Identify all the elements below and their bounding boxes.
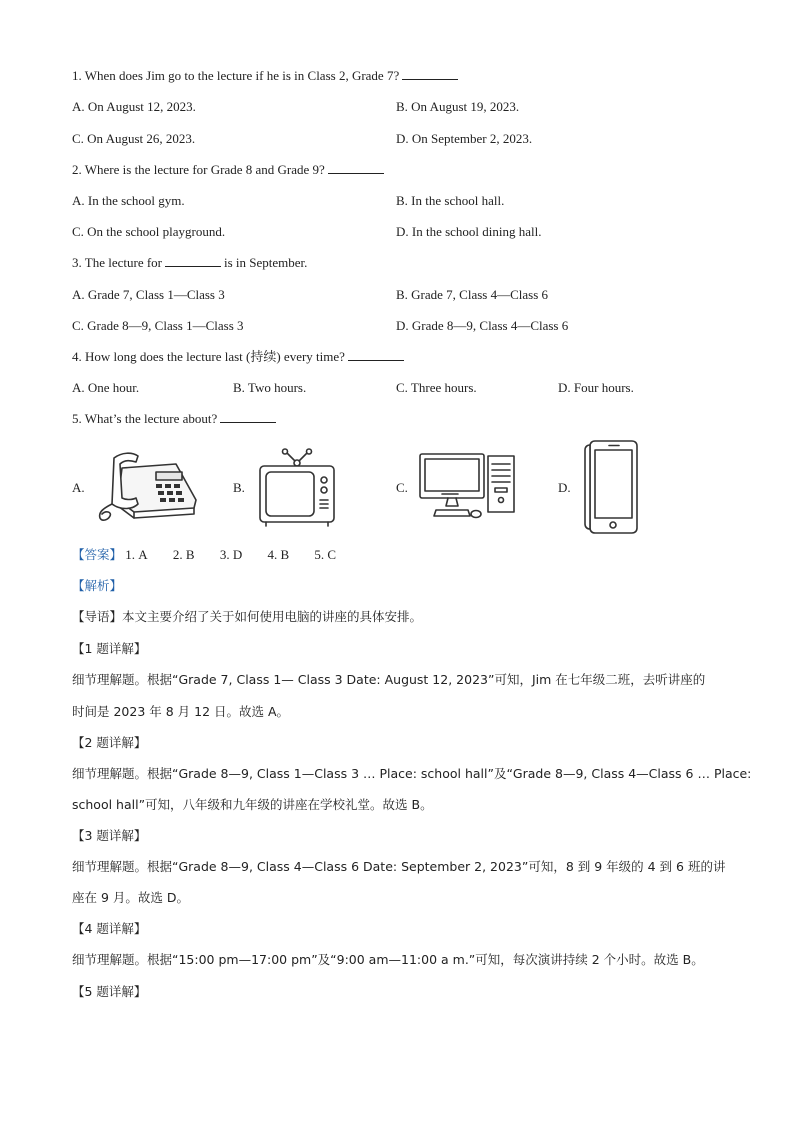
answer-item: 2. B: [172, 547, 195, 562]
analysis-label: 【解析】: [72, 578, 123, 593]
question-3-stem: 3. The lecture for is in September.: [72, 255, 308, 270]
q1-option-d: D. On September 2, 2023.: [396, 131, 533, 146]
answer-blank: [348, 348, 404, 361]
detail-1-line-1: 细节理解题。根据“Grade 7, Class 1— Class 3 Date: August 12, 2023”可知，Jim 在七年级二班，去听讲座的: [72, 672, 706, 687]
answer-label: 【答案】: [72, 547, 123, 562]
q4-option-b: B. Two hours.: [233, 380, 307, 395]
answer-blank: [402, 67, 458, 80]
q1-option-b: B. On August 19, 2023.: [396, 99, 520, 114]
question-4-stem: 4. How long does the lecture last (持续) every time?: [72, 348, 404, 366]
detail-4-line-1: 细节理解题。根据“15:00 pm—17:00 pm”及“9:00 am—11:00 a m.”可知，每次演讲持续 2 个小时。故选 B。: [72, 952, 704, 967]
intro-text: 本文主要介绍了关于如何使用电脑的讲座的具体安排。: [122, 609, 423, 624]
q3-option-c: C. Grade 8—9, Class 1—Class 3: [72, 318, 244, 333]
q3-option-a: A. Grade 7, Class 1—Class 3: [72, 287, 225, 302]
q2-option-a: A. In the school gym.: [72, 193, 185, 208]
q4-option-a: A. One hour.: [72, 380, 140, 395]
q3-option-d: D. Grade 8—9, Class 4—Class 6: [396, 318, 569, 333]
telephone-icon: [92, 450, 200, 524]
q1-option-a: A. On August 12, 2023.: [72, 99, 196, 114]
answer-item: 5. C: [314, 547, 337, 562]
answer-item: 4. B: [267, 547, 290, 562]
detail-heading-5: 【5 题详解】: [72, 984, 147, 999]
answer-line: [72, 546, 358, 564]
answer-item: 3. D: [219, 547, 243, 562]
q1-option-c: C. On August 26, 2023.: [72, 131, 196, 146]
answer-item: 1. A: [125, 547, 148, 562]
q2-option-d: D. In the school dining hall.: [396, 224, 542, 239]
q2-option-b: B. In the school hall.: [396, 193, 505, 208]
q5-option-d-label: D.: [558, 480, 571, 495]
television-icon: [256, 448, 338, 528]
q3-option-b: B. Grade 7, Class 4—Class 6: [396, 287, 549, 302]
desktop-computer-icon: [418, 452, 518, 522]
detail-2-line-2: school hall”可知，八年级和九年级的讲座在学校礼堂。故选 B。: [72, 797, 433, 812]
detail-heading-4: 【4 题详解】: [72, 921, 147, 936]
detail-2-line-1: 细节理解题。根据“Grade 8—9, Class 1—Class 3 … Place: school hall”及“Grade 8—9, Class 4—Class 6 … Place:: [72, 766, 752, 781]
detail-heading-3: 【3 题详解】: [72, 828, 147, 843]
intro-line: [72, 608, 422, 626]
q5-option-c-label: C.: [396, 480, 408, 495]
answer-blank: [220, 410, 276, 423]
question-1-stem: 1. When does Jim go to the lecture if he is in Class 2, Grade 7?: [72, 67, 458, 85]
q5-option-a-label: A.: [72, 480, 85, 495]
question-2-stem: 2. Where is the lecture for Grade 8 and Grade 9?: [72, 161, 384, 179]
q2-option-c: C. On the school playground.: [72, 224, 226, 239]
mobile-phone-icon: [582, 440, 640, 534]
detail-3-line-2: 座在 9 月。故选 D。: [72, 890, 189, 905]
q4-option-d: D. Four hours.: [558, 380, 634, 395]
answer-blank: [165, 254, 221, 267]
answer-blank: [328, 161, 384, 174]
detail-heading-1: 【1 题详解】: [72, 641, 147, 656]
detail-1-line-2: 时间是 2023 年 8 月 12 日。故选 A。: [72, 704, 290, 719]
q5-option-b-label: B.: [233, 480, 245, 495]
question-5-stem: 5. What’s the lecture about?: [72, 410, 276, 428]
detail-3-line-1: 细节理解题。根据“Grade 8—9, Class 4—Class 6 Date: September 2, 2023”可知，8 到 9 年级的 4 到 6 班的讲: [72, 859, 726, 874]
q4-option-c: C. Three hours.: [396, 380, 477, 395]
intro-label: 【导语】: [72, 609, 123, 624]
detail-heading-2: 【2 题详解】: [72, 735, 147, 750]
